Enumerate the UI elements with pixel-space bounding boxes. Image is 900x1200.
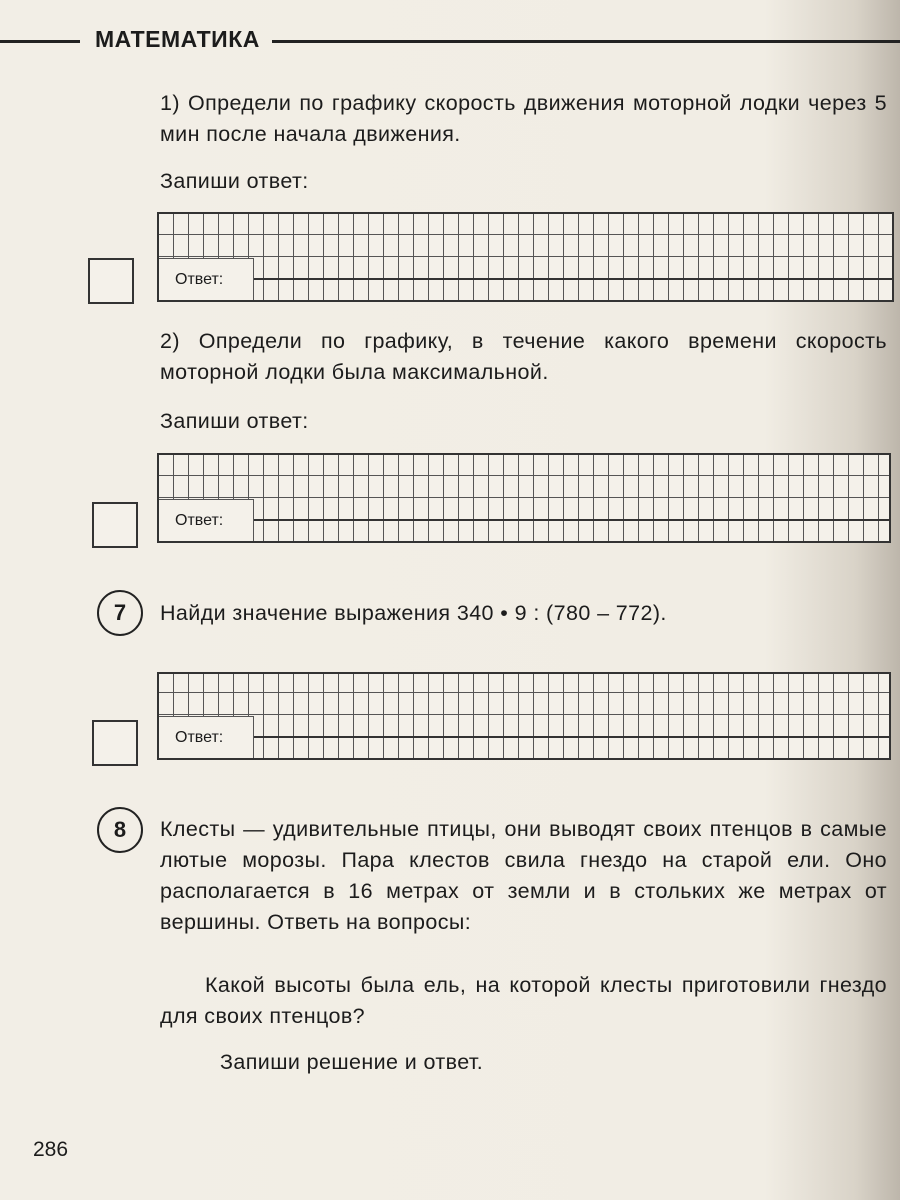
task-7-text: Найди значение выражения 340 • 9 : (780 – 772). xyxy=(160,601,667,625)
answer-grid-7[interactable] xyxy=(157,672,891,760)
score-box-7[interactable] xyxy=(92,720,138,766)
score-box-1[interactable] xyxy=(88,258,134,304)
answer-prompt-1: Запиши ответ: xyxy=(160,169,309,193)
task-number-8: 8 xyxy=(97,807,143,853)
answer-line[interactable] xyxy=(254,519,889,521)
header-rule-right xyxy=(272,40,900,43)
answer-label: Ответ: xyxy=(159,258,254,300)
subject-title: МАТЕМАТИКА xyxy=(95,26,260,52)
answer-label: Ответ: xyxy=(159,499,254,541)
answer-prompt-2: Запиши ответ: xyxy=(160,409,309,433)
question-1: 1) Определи по графику скорость движения моторной лодки через 5 мин после начала движения. xyxy=(160,91,887,146)
task-8-text: Клесты — удивительные птицы, они выводят своих птенцов в самые лютые морозы. Пара клестов свила гнездо на старой ели. Оно располагается в 16 метрах от земли и в стольких же метрах от вершины. Ответь на вопросы: xyxy=(160,817,887,934)
task-number-7: 7 xyxy=(97,590,143,636)
answer-line[interactable] xyxy=(254,278,892,280)
answer-grid-2[interactable] xyxy=(157,453,891,543)
answer-label: Ответ: xyxy=(159,716,254,758)
answer-grid-1[interactable] xyxy=(157,212,894,302)
task-8-question: Какой высоты была ель, на которой клесты приготовили гнездо для своих птенцов? xyxy=(160,973,887,1028)
answer-line[interactable] xyxy=(254,736,889,738)
question-2: 2) Определи по графику, в течение какого времени скорость моторной лодки была максимальной. xyxy=(160,329,887,384)
page-number: 286 xyxy=(33,1138,69,1161)
header-rule-left xyxy=(0,40,80,43)
task-8-prompt: Запиши решение и ответ. xyxy=(220,1050,484,1074)
score-box-2[interactable] xyxy=(92,502,138,548)
